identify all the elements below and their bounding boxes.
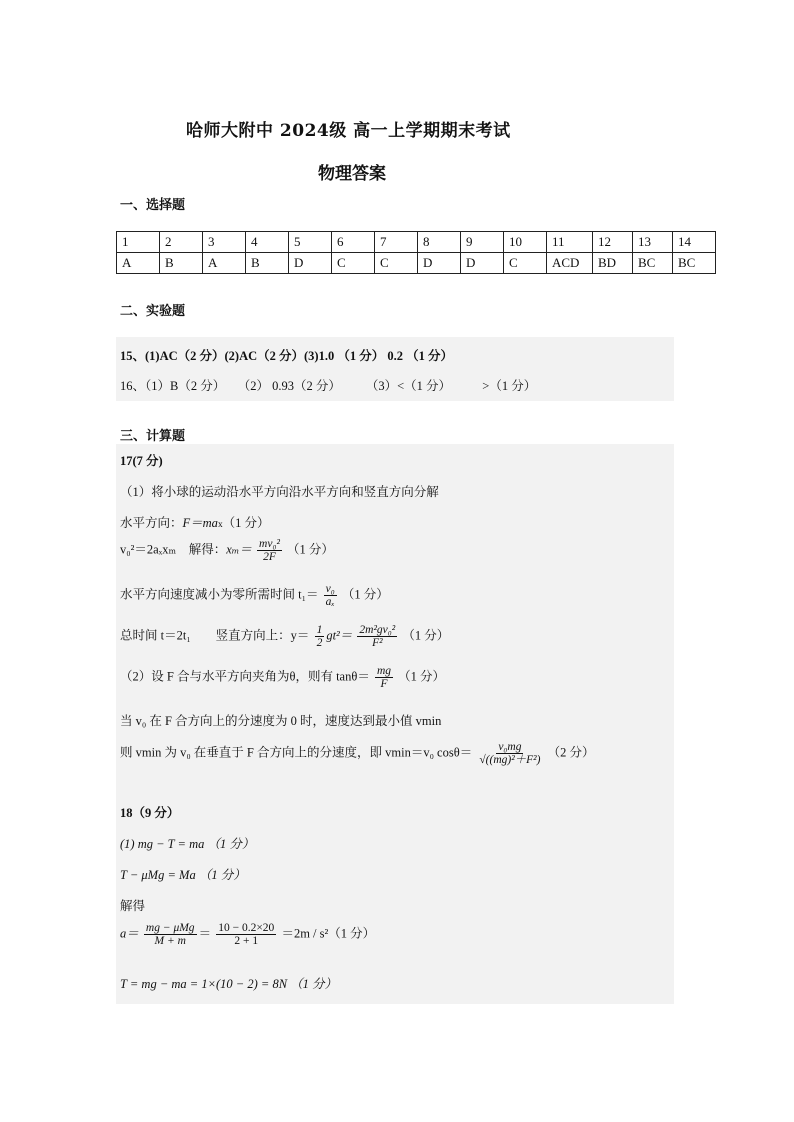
table-cell-number: 3 <box>203 232 246 253</box>
table-cell-answer: B <box>160 253 203 274</box>
q17-line6-fraction <box>375 665 393 690</box>
table-cell-number: 8 <box>418 232 461 253</box>
table-cell-answer: C <box>504 253 547 274</box>
table-cell-number: 11 <box>547 232 593 253</box>
q18-heading: 18（9 分） <box>120 806 180 820</box>
table-cell-number: 6 <box>332 232 375 253</box>
q17-heading: 17(7 分) <box>120 454 163 468</box>
q17-line2-score: （1 分） <box>222 516 270 530</box>
q17-line6-label: （2）设 F 合与水平方向夹角为θ，则有 tanθ＝ <box>120 669 370 684</box>
table-cell-number: 14 <box>673 232 716 253</box>
table-cell-answer: C <box>332 253 375 274</box>
table-cell-number: 2 <box>160 232 203 253</box>
table-cell-answer: D <box>289 253 332 274</box>
fraction-numerator: 1 <box>316 624 323 636</box>
q17-line2-label: 水平方向： <box>120 516 183 530</box>
table-cell-number: 1 <box>117 232 160 253</box>
q17-line3-var: xₘ＝ <box>226 542 252 557</box>
q17-line4 <box>120 583 389 608</box>
section-heading-experiment: 二、实验题 <box>120 304 186 319</box>
q18-line4-result: ＝2m / s²（1 分） <box>281 926 376 941</box>
q17-line2-eq: F＝ma <box>182 516 218 530</box>
q17-line5-fraction-half <box>315 624 325 649</box>
table-cell-answer: BD <box>593 253 633 274</box>
q17-line5-fraction <box>357 624 397 649</box>
q17-line3-fraction <box>257 538 282 563</box>
fraction-numerator: mv₀² <box>259 538 280 550</box>
q17-line4-score: （1 分） <box>341 587 389 602</box>
q17-line8-score: （2 分） <box>547 745 595 760</box>
q17-line4-label: 水平方向速度减小为零所需时间 t₁＝ <box>120 587 319 602</box>
table-cell-number: 4 <box>246 232 289 253</box>
q17-line5-score: （1 分） <box>402 628 450 643</box>
page-title: 哈师大附中 2024级 高一上学期期末考试 <box>186 121 511 141</box>
table-cell-answer: C <box>375 253 418 274</box>
table-cell-answer: A <box>117 253 160 274</box>
q17-line8 <box>120 741 594 766</box>
q17-line2 <box>120 513 270 531</box>
fraction-numerator: 2m²gv₀² <box>359 624 396 636</box>
q18-line4-eq: ＝ <box>198 926 212 941</box>
fraction-numerator: v₀mg <box>498 741 522 753</box>
fraction-denominator: √((mg)²＋F²) <box>479 754 541 767</box>
fraction-denominator: 2 + 1 <box>234 935 259 948</box>
table-cell-answer: BC <box>673 253 716 274</box>
table-row-numbers <box>117 232 716 253</box>
q17-line5-label: 总时间 t＝2t₁ 竖直方向上：y＝ <box>120 628 310 643</box>
fraction-denominator: 2F <box>263 551 276 564</box>
q17-line8-label: 则 vmin 为 v₀ 在垂直于 F 合方向上的分速度，即 vmin＝v₀ cosθ＝ <box>120 745 473 760</box>
table-cell-number: 10 <box>504 232 547 253</box>
fraction-numerator: 10 − 0.2×20 <box>218 922 275 934</box>
q17-line1: （1）将小球的运动沿水平方向沿水平方向和竖直方向分解 <box>120 485 439 499</box>
table-cell-number: 7 <box>375 232 418 253</box>
q17-line4-fraction <box>324 583 337 608</box>
section-heading-choice: 一、选择题 <box>120 198 186 213</box>
q17-line5-mid: gt²＝ <box>326 628 353 643</box>
table-cell-number: 12 <box>593 232 633 253</box>
fraction-numerator: mg − μMg <box>145 922 195 934</box>
q18-line1: (1) mg − T = ma （1 分） <box>120 837 255 851</box>
section-heading-calc: 三、计算题 <box>120 429 186 444</box>
answer-table <box>116 231 716 274</box>
table-cell-answer: D <box>418 253 461 274</box>
q17-line2-sub: x <box>217 520 223 530</box>
q17-line3-label: v₀²＝2aₓxₘ 解得： <box>120 542 227 557</box>
fraction-denominator: F <box>380 678 388 691</box>
q18-line4-var: a＝ <box>120 926 139 941</box>
q16-answer: 16、（1）B（2 分） （2） 0.93（2 分） （3）<（1 分） >（1 分） <box>120 379 537 393</box>
q17-line3-score: （1 分） <box>287 542 334 557</box>
table-cell-answer: A <box>203 253 246 274</box>
table-cell-answer: ACD <box>547 253 593 274</box>
q15-answer: 15、(1)AC（2 分）(2)AC（2 分）(3)1.0 （1 分） 0.2 （1 分） <box>120 349 453 363</box>
q17-line6-score: （1 分） <box>398 669 446 684</box>
fraction-numerator: v₀ <box>325 583 335 595</box>
table-cell-answer: BC <box>633 253 673 274</box>
q17-line3 <box>120 538 334 563</box>
fraction-denominator: M + m <box>154 935 186 948</box>
fraction-denominator: aₓ <box>325 596 335 609</box>
table-cell-answer: D <box>461 253 504 274</box>
q18-line4-fraction1 <box>144 922 197 947</box>
table-cell-number: 5 <box>289 232 332 253</box>
page-subtitle: 物理答案 <box>318 164 386 184</box>
fraction-denominator: F² <box>372 637 383 650</box>
q18-line4 <box>120 922 375 947</box>
table-row-answers <box>117 253 716 274</box>
q18-line4-fraction2 <box>216 922 276 947</box>
table-cell-answer: B <box>246 253 289 274</box>
q17-line8-fraction <box>477 741 542 766</box>
q17-line5 <box>120 624 449 649</box>
q17-line6 <box>120 665 445 690</box>
q18-line5: T = mg − ma = 1×(10 − 2) = 8N （1 分） <box>120 977 338 991</box>
q17-line7: 当 v₀ 在 F 合方向上的分速度为 0 时，速度达到最小值 vmin <box>120 714 442 728</box>
fraction-numerator: mg <box>376 665 392 677</box>
q18-line3: 解得 <box>120 899 146 913</box>
table-cell-number: 9 <box>461 232 504 253</box>
q18-line2: T − μMg = Ma （1 分） <box>120 868 246 882</box>
table-cell-number: 13 <box>633 232 673 253</box>
fraction-denominator: 2 <box>316 637 323 650</box>
